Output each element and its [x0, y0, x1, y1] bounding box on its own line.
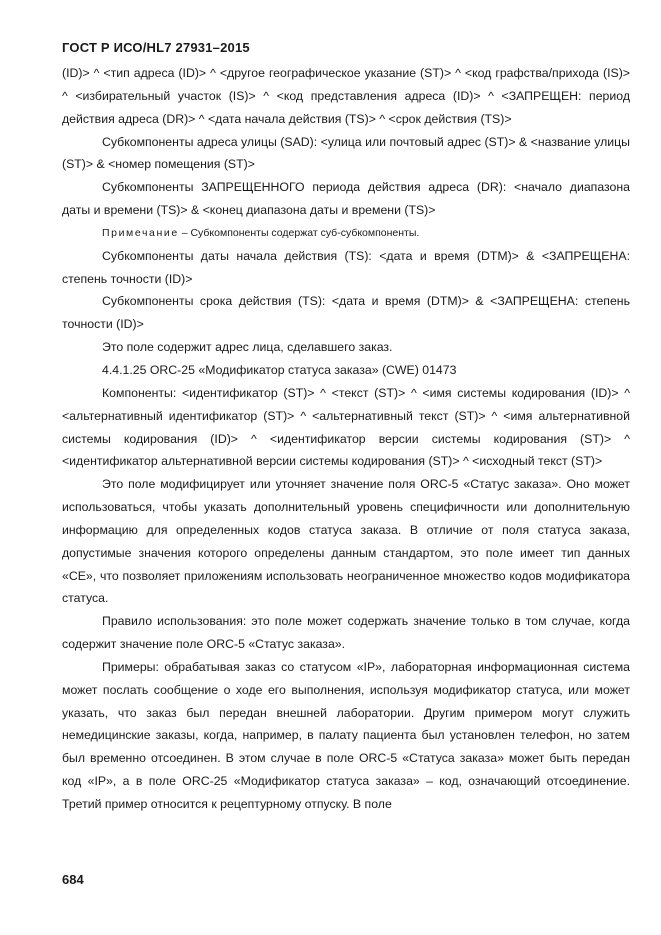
paragraph-address-components-continued: (ID)> ^ <тип адреса (ID)> ^ <другое географическое указание (ST)> ^ <код графства/прихода (IS)> ^ <избирательный участок (IS)> ^ <код представления адреса (ID)> ^ <ЗАПРЕЩЕН: период действия адреса (DR)> ^ <дата начала действия (TS)> ^ <срок действия (TS)>: [62, 66, 630, 126]
paragraph-orc-25-description: Это поле модифицирует или уточняет значение поля ORC-5 «Статус заказа». Оно может использоваться, чтобы указать дополнительный уровень специфичности или дополнительную информацию для определенных кодов статуса заказа. В отличие от поля статуса заказа, допустимые значения которого определены данным стандартом, это поле имеет тип данных «CE», что позволяет приложениям использовать неограниченное множество кодов модификатора статуса.: [62, 477, 630, 606]
paragraph-cwe-components: Компоненты: <идентификатор (ST)> ^ <текст (ST)> ^ <имя системы кодирования (ID)> ^ <альтернативный идентификатор (ST)> ^ <альтернативный текст (ST)> ^ <имя альтернативной системы кодирования (ID)> ^ <идентификатор версии системы кодирования (ST)> ^ <идентификатор альтернативной версии системы кодирования (ST)> ^ <исходный текст (ST)>: [62, 385, 630, 469]
paragraph-end-date-subcomponents: Субкомпоненты срока действия (TS): <дата и время (DTM)> & <ЗАПРЕЩЕНА: степень точности (ID)>: [62, 294, 630, 332]
paragraph-start-date-subcomponents: Субкомпоненты даты начала действия (TS): <дата и время (DTM)> & <ЗАПРЕЩЕНА: степень точности (ID)>: [62, 248, 630, 286]
paragraph-street-address-subcomponents: Субкомпоненты адреса улицы (SAD): <улица или почтовый адрес (ST)> & <название улицы (ST)> & <номер помещения (ST)>: [62, 134, 630, 172]
section-heading-orc-25: 4.4.1.25 ORC-25 «Модификатор статуса заказа» (CWE) 01473: [102, 362, 457, 377]
page-number: 684: [62, 872, 84, 887]
page-body: [62, 62, 630, 816]
paragraph-usage-rule: Правило использования: это поле может содержать значение только в том случае, когда содержит значение поле ORC-5 «Статус заказа».: [62, 614, 630, 652]
note-label: Примечание: [102, 226, 179, 239]
note-text: – Субкомпоненты содержат суб-субкомпоненты.: [178, 226, 420, 239]
document-header: ГОСТ Р ИСО/HL7 27931–2015: [62, 40, 250, 55]
note: [62, 222, 630, 245]
paragraph-field-description: Это поле содержит адрес лица, сделавшего заказ.: [102, 340, 393, 355]
paragraph-examples: Примеры: обрабатывая заказ со статусом «IP», лабораторная информационная система может послать сообщение о ходе его выполнения, используя модификатор статуса, или может указать, что заказ был передан внешней лаборатории. Другим примером могут служить немедицинские заказы, когда, например, в палату пациента был установлен телефон, но затем был временно отсоединен. В этом случае в поле ORC-5 «Статуса заказа» может быть передан код «IP», а в поле ORC-25 «Модификатор статуса заказа» – код, означающий отсоединение. Третий пример относится к рецептурному отпуску. В поле: [62, 659, 630, 811]
paragraph-validity-range-subcomponents: Субкомпоненты ЗАПРЕЩЕННОГО периода действия адреса (DR): <начало диапазона даты и времени (TS)> & <конец диапазона даты и времени (TS)>: [62, 180, 630, 218]
